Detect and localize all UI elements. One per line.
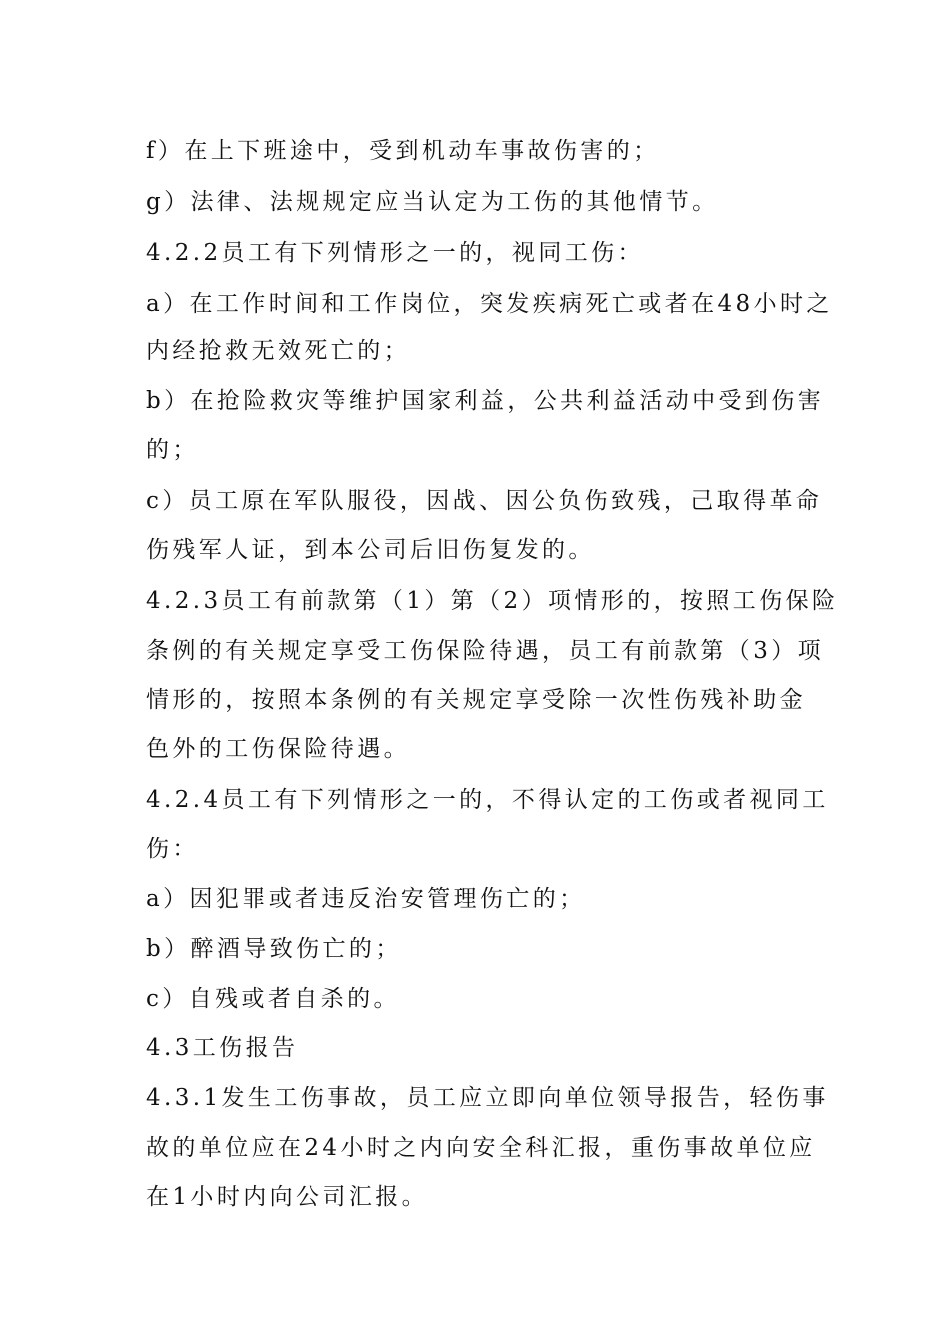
text-line: 4.2.3员工有前款第（1）第（2）项情形的，按照工伤保险	[146, 588, 839, 614]
text-line: 条例的有关规定享受工伤保险待遇，员工有前款第（3）项	[146, 638, 825, 664]
text-line: 伤残军人证，到本公司后旧伤复发的。	[146, 537, 595, 563]
text-line: g）法律、法规规定应当认定为工伤的其他情节。	[146, 189, 719, 215]
text-line: 在1小时内向公司汇报。	[146, 1184, 429, 1210]
text-line: 4.3.1发生工伤事故，员工应立即向单位领导报告，轻伤事	[146, 1085, 829, 1111]
text-line: 伤：	[146, 836, 199, 862]
text-line: 4.2.2员工有下列情形之一的，视同工伤：	[146, 240, 644, 266]
text-line: 情形的，按照本条例的有关规定享受除一次性伤残补助金	[146, 687, 806, 713]
text-line: 的；	[146, 437, 199, 463]
text-line: c）员工原在军队服役，因战、因公负伤致残，己取得革命	[146, 488, 823, 514]
text-line: b）在抢险救灾等维护国家利益，公共利益活动中受到伤害	[146, 388, 825, 414]
text-line: 色外的工伤保险待遇。	[146, 736, 410, 762]
text-line: a）因犯罪或者违反治安管理伤亡的；	[146, 886, 586, 912]
text-line: 内经抢救无效死亡的；	[146, 338, 410, 364]
text-line: 4.2.4员工有下列情形之一的，不得认定的工伤或者视同工	[146, 787, 829, 813]
text-line: 故的单位应在24小时之内向安全科汇报，重伤事故单位应	[146, 1135, 816, 1161]
text-line: c）自残或者自杀的。	[146, 986, 400, 1012]
text-line: b）醉酒导致伤亡的；	[146, 936, 402, 962]
text-line: a）在工作时间和工作岗位，突发疾病死亡或者在48小时之	[146, 291, 833, 317]
text-line: f）在上下班途中，受到机动车事故伤害的；	[146, 138, 660, 164]
text-line: 4.3工伤报告	[146, 1035, 299, 1061]
